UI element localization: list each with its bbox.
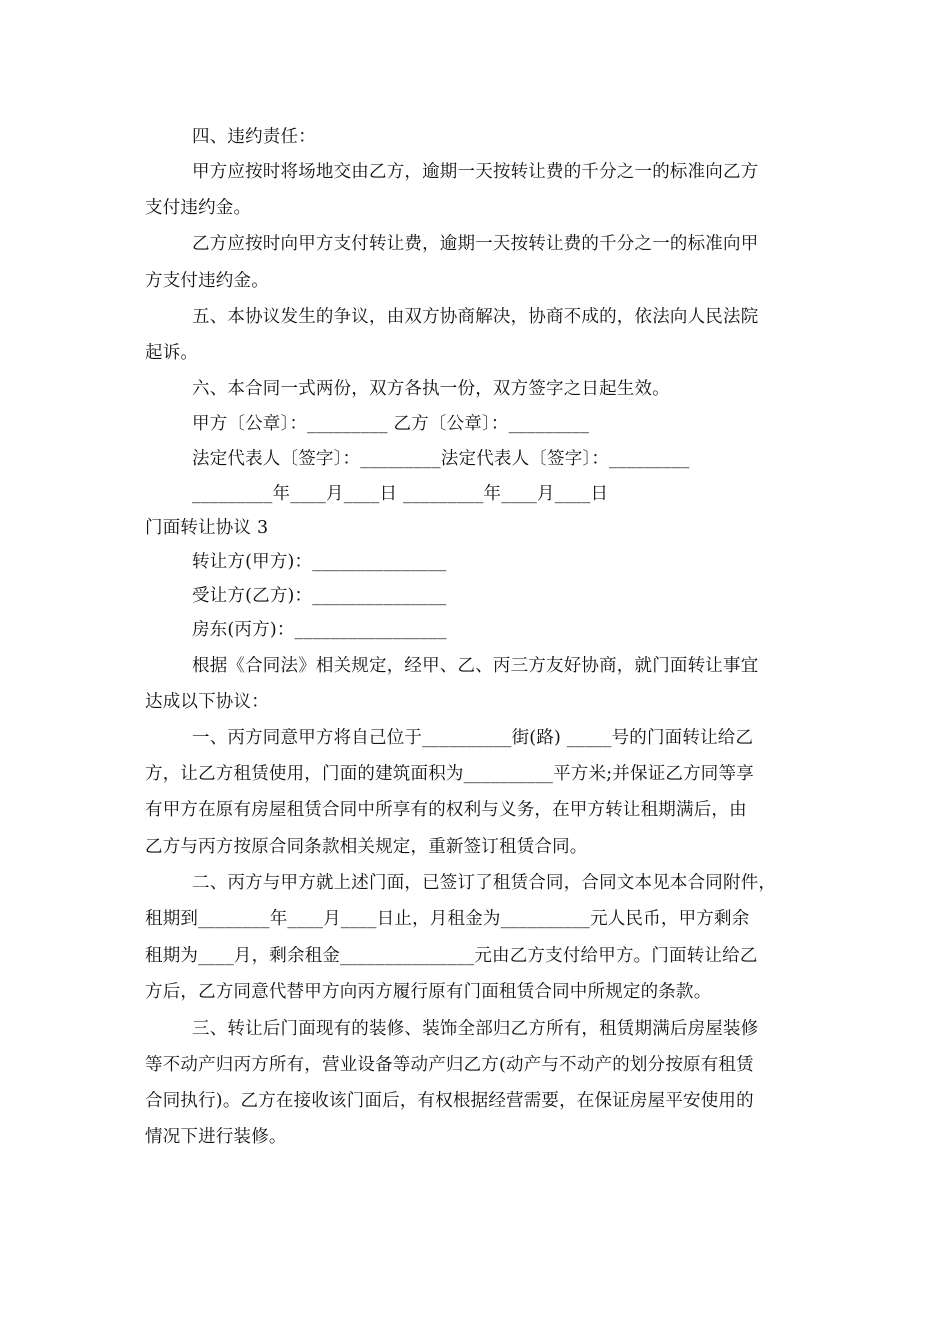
- paragraph-line: 达成以下协议：: [145, 692, 269, 712]
- paragraph-line: 乙方与丙方按原合同条款相关规定，重新签订租赁合同。: [145, 837, 588, 857]
- signature-line-representative: 法定代表人〔签字〕：_________法定代表人〔签字〕：_________: [192, 449, 690, 469]
- signature-line-seal: 甲方〔公章〕：_________ 乙方〔公章〕：_________: [192, 414, 590, 434]
- paragraph-line: 二、丙方与甲方就上述门面，已签订了租赁合同，合同文本见本合同附件，: [192, 873, 777, 893]
- paragraph-line: 有甲方在原有房屋租赁合同中所享有的权利与义务，在甲方转让租期满后，由: [145, 800, 747, 820]
- paragraph-line: 乙方应按时向甲方支付转让费，逾期一天按转让费的千分之一的标准向甲: [192, 234, 759, 254]
- paragraph-line: 租期为____月，剩余租金_______________元由乙方支付给甲方。门面转让给乙: [145, 946, 758, 966]
- paragraph-line: 租期到________年____月____日止，月租金为__________元人民币，甲方剩余: [145, 909, 750, 929]
- paragraph-line: 方支付违约金。: [145, 271, 269, 291]
- party-line-transferee: 受让方(乙方)：_______________: [192, 586, 447, 606]
- paragraph-line: 五、本协议发生的争议，由双方协商解决，协商不成的，依法向人民法院: [192, 307, 759, 327]
- party-line-transferor: 转让方(甲方)：_______________: [192, 552, 447, 572]
- paragraph-line: 方后，乙方同意代替甲方向丙方履行原有门面租赁合同中所规定的条款。: [145, 982, 712, 1002]
- signature-line-date: _________年____月____日 _________年____月____日: [192, 484, 609, 504]
- paragraph-line: 一、丙方同意甲方将自己位于__________街(路) _____号的门面转让给乙: [192, 728, 754, 748]
- agreement-title: 门面转让协议 3: [145, 518, 269, 538]
- paragraph-line: 等不动产归丙方所有，营业设备等动产归乙方(动产与不动产的划分按原有租赁: [145, 1055, 754, 1075]
- paragraph-line: 情况下进行装修。: [145, 1127, 287, 1147]
- paragraph-line: 三、转让后门面现有的装修、装饰全部归乙方所有，租赁期满后房屋装修: [192, 1019, 759, 1039]
- paragraph-line: 合同执行)。乙方在接收该门面后，有权根据经营需要，在保证房屋平安使用的: [145, 1091, 754, 1111]
- section-heading-breach: 四、违约责任：: [192, 127, 316, 147]
- paragraph-line: 六、本合同一式两份，双方各执一份，双方签字之日起生效。: [192, 379, 670, 399]
- paragraph-line: 甲方应按时将场地交由乙方，逾期一天按转让费的千分之一的标准向乙方: [192, 162, 759, 182]
- paragraph-line: 方，让乙方租赁使用，门面的建筑面积为__________平方米;并保证乙方同等享: [145, 764, 754, 784]
- paragraph-line: 支付违约金。: [145, 198, 252, 218]
- party-line-landlord: 房东(丙方)：_________________: [192, 620, 447, 640]
- paragraph-line: 根据《合同法》相关规定，经甲、乙、丙三方友好协商，就门面转让事宜: [192, 656, 759, 676]
- paragraph-line: 起诉。: [145, 343, 199, 363]
